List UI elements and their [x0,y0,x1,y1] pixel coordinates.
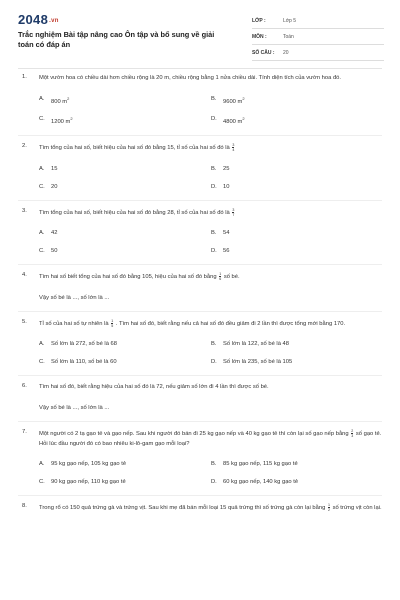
fraction [232,143,234,152]
question-text-before: Một người có 2 tạ gạo tẻ và gạo nếp. Sau khi người đó bán đi 25 kg gạo nếp và 40 kg gạo tẻ thì còn lại số gạo nếp bằng [39,431,349,437]
meta-row [252,46,384,61]
answer-option[interactable] [211,116,383,125]
answer-option[interactable] [39,230,211,236]
option-text [51,479,126,485]
option-text [223,166,229,172]
question-text-body: Một vườn hoa có chiều dài hơn chiều rộng là 20 m, chiều rộng bằng 1 nửa chiều dài. Tính diện tích của vườn hoa đó. [39,75,342,81]
option-text [51,341,117,347]
option-text [51,96,69,105]
answer-option[interactable] [39,184,211,190]
answer-options [39,230,382,254]
option-text [223,248,229,254]
option-text [223,96,245,105]
option-text [51,166,57,172]
meta-row [252,30,384,45]
option-value: 60 kg gạo nếp, 140 kg gạo tẻ [223,479,299,485]
question-divider [18,311,382,312]
header-divider [18,68,382,69]
option-value: 15 [51,165,58,172]
question-text [39,503,382,514]
option-text [51,359,117,365]
option-text [223,341,289,347]
option-text [223,479,298,485]
option-letter: C. [39,479,45,485]
question-divider [18,264,382,265]
option-letter: A. [39,95,45,102]
fraction-denominator: 7 [232,212,235,217]
option-letter: A. [39,461,45,467]
option-text [223,184,229,190]
answer-option[interactable] [39,359,211,365]
site-logo[interactable] [18,12,59,27]
option-letter: B. [211,230,217,237]
logo-text: 2048 [18,12,49,27]
option-value: 56 [223,248,230,255]
meta-value: Lớp 5 [283,18,297,24]
fraction-denominator: 3 [351,433,354,438]
question-text-body: Tìm hai số đó, biết rằng hiệu của hai số đó là 72, nếu giảm số lớn đi 4 lần thì được số bé. [39,384,269,391]
document-header [0,0,400,64]
answer-option[interactable] [39,479,211,485]
fraction [219,272,221,281]
answer-option[interactable] [211,184,383,190]
question-text-before: Tỉ số của hai số tự nhiên là [39,320,109,327]
option-letter: D. [211,479,217,485]
question-item [0,208,400,255]
answer-option[interactable] [211,479,383,485]
option-text [51,461,126,467]
option-value: 800 m [51,98,68,105]
fraction [351,429,353,438]
meta-label: MÔN : [252,34,267,40]
fill-in-answer[interactable]: Vậy số bé là ..., số lớn là ... [39,404,110,411]
fraction-numerator: 3 [232,207,235,212]
option-text [223,116,245,125]
question-item [0,272,400,301]
question-text [39,74,382,84]
question-item [0,383,400,411]
option-value: 1200 m [51,119,71,126]
question-number: 6. [22,383,27,390]
question-text-after: số bé. [223,274,240,281]
answer-option[interactable] [39,166,211,172]
answer-option[interactable] [211,248,383,254]
document-title: Trắc nghiệm Bài tập nâng cao Ôn tập và bổ sung về giải toán có đáp án [18,30,215,49]
answer-options [39,96,382,126]
option-value: 85 kg gạo nếp, 115 kg gạo tẻ [223,461,298,467]
question-item [0,143,400,190]
question-number: 4. [22,272,27,279]
option-letter: A. [39,230,45,237]
option-letter: A. [39,341,45,348]
option-text [223,359,292,365]
option-value: 9600 m [223,98,243,105]
answer-option[interactable] [211,96,383,105]
question-text [39,143,382,154]
option-letter: B. [211,165,217,172]
answer-option[interactable] [39,116,211,125]
option-letter: D. [211,116,217,123]
option-letter: D. [211,183,217,190]
question-number: 1. [22,74,27,80]
question-number: 5. [22,318,27,325]
fraction-denominator: 2 [327,508,330,512]
option-value: 54 [223,230,230,237]
option-value: 95 kg gạo nếp, 105 kg gạo tẻ [51,461,127,467]
option-text [51,248,57,254]
option-value: 4800 m [223,119,243,126]
question-text [39,383,382,393]
fraction-denominator: 6 [219,277,222,282]
answer-option[interactable] [211,359,383,365]
meta-row [252,14,384,29]
option-superscript: 2 [70,116,73,122]
question-item [0,503,400,514]
answer-option[interactable] [39,248,211,254]
question-number: 7. [22,428,27,435]
fraction [111,319,113,328]
option-text [51,116,73,125]
meta-info-panel [252,14,384,62]
option-value: 50 [51,248,58,255]
option-superscript: 2 [242,116,245,122]
option-value: 10 [223,183,230,190]
meta-value: 20 [283,50,289,56]
question-text-after: số trứng vịt còn lại. [332,505,382,512]
logo-suffix: .vn [49,18,59,24]
fraction [232,208,234,217]
question-list [0,74,400,514]
question-divider [18,495,382,496]
question-number: 2. [22,143,27,150]
option-text [51,184,57,190]
answer-option[interactable] [211,166,383,172]
question-divider [18,200,382,201]
option-value: 20 [51,183,58,190]
meta-value: Toán [283,34,294,40]
fraction-denominator: 5 [111,323,114,328]
option-letter: C. [39,183,45,190]
question-text-before: Tìm hai số biết tổng của hai số đó bằng 105, hiệu của hai số đó bằng [39,274,217,281]
fraction [328,503,330,512]
option-letter: C. [39,116,45,123]
option-text [51,230,57,236]
option-value: Số lớn là 110, số bé là 60 [51,359,117,366]
answer-options [39,341,382,365]
answer-option[interactable] [39,96,211,105]
answer-options [39,461,382,485]
fraction-numerator: 1 [111,318,114,323]
option-value: 90 kg gạo nếp, 110 kg gạo tẻ [51,479,126,485]
question-text [39,272,382,283]
option-letter: C. [39,359,45,366]
question-item [0,74,400,125]
option-value: Số lớn là 122, số bé là 48 [223,341,290,348]
question-text-before: Tìm tổng của hai số, biết hiệu của hai số đó bằng 28, tỉ số của hai số đó là [39,209,230,216]
option-value: Số lớn là 235, số bé là 105 [223,359,293,366]
option-superscript: 2 [242,95,245,101]
question-text-after: số gạo tẻ. Hỏi lúc đầu người đó có bao nhiêu ki-lô-gam gạo mỗi loại? [39,431,382,447]
option-letter: D. [211,248,217,255]
question-text [39,208,382,219]
option-text [223,461,298,467]
option-value: 25 [223,165,230,172]
question-text [39,319,382,330]
question-item [0,429,400,485]
fraction-numerator: 1 [219,272,222,277]
answer-option[interactable] [211,461,383,467]
question-text-before: Trong rổ có 150 quả trứng gà và trứng vịt. Sau khi mẹ đã bán mỗi loại 15 quả trứng thì số trứng gà còn lại bằng [39,505,326,512]
answer-option[interactable] [211,341,383,347]
fraction-numerator: 3 [232,143,235,148]
option-value: 42 [51,230,58,237]
option-superscript: 2 [67,95,70,101]
question-number: 3. [22,207,27,214]
question-text [39,429,382,449]
answer-option[interactable] [211,230,383,236]
question-divider [18,135,382,136]
option-letter: D. [211,359,217,366]
answer-option[interactable] [39,341,211,347]
fraction-numerator: 1 [327,503,330,507]
question-number: 8. [22,503,27,509]
option-letter: A. [39,165,45,172]
question-divider [18,375,382,376]
answer-options [39,166,382,190]
answer-option[interactable] [39,461,211,467]
question-item [0,319,400,366]
option-letter: C. [39,248,45,255]
question-text-after: . Tìm hai số đó, biết rằng nếu cả hai số đó đều giảm đi 2 lần thì được tổng mới bằng 170. [115,320,346,327]
meta-label: LỚP : [252,18,266,24]
question-divider [18,421,382,422]
fill-in-answer[interactable]: Vậy số bé là ..., số lớn là ... [39,294,110,301]
meta-label: SỐ CÂU : [252,50,275,56]
option-letter: B. [211,461,217,467]
fraction-denominator: 4 [232,148,235,153]
option-letter: B. [211,95,217,102]
option-value: Số lớn là 272, số bé là 68 [51,341,118,348]
fraction-numerator: 2 [351,428,354,433]
option-letter: B. [211,341,217,348]
question-text-before: Tìm tổng của hai số, biết hiệu của hai số đó bằng 15, tỉ số của hai số đó là [39,145,230,152]
option-text [223,230,229,236]
